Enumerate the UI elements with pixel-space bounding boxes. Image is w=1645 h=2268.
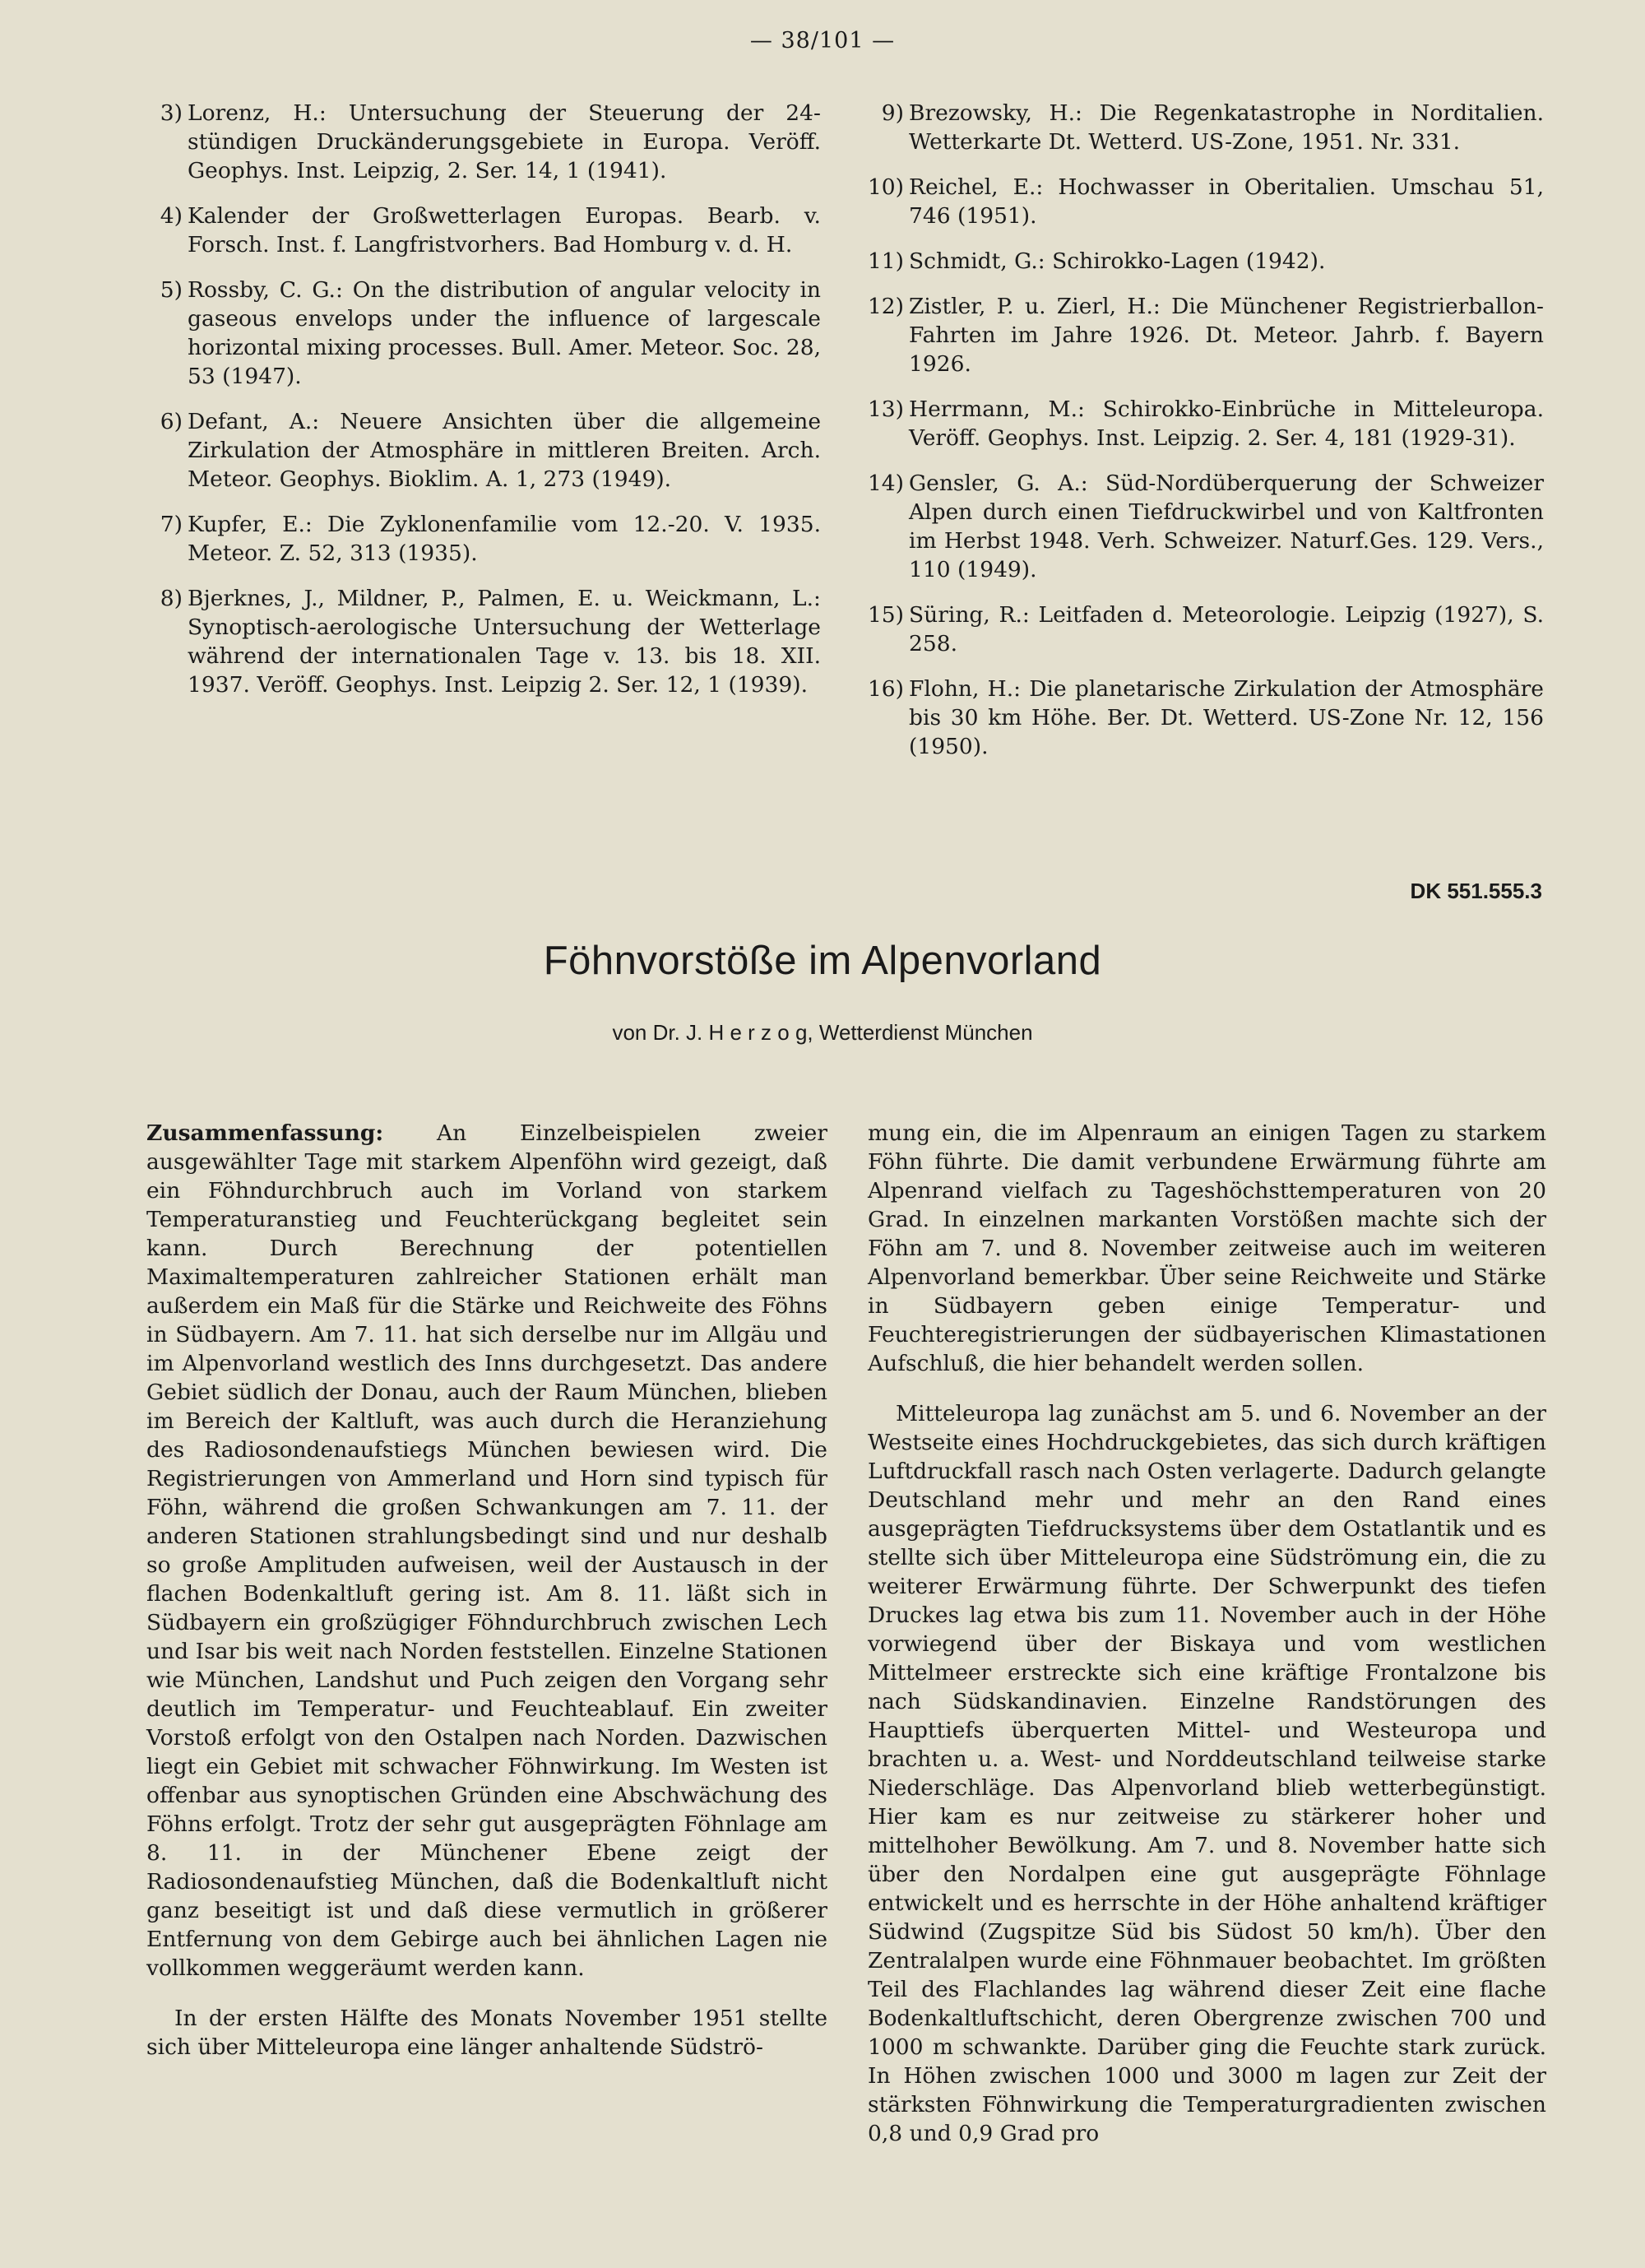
reference-entry bbox=[138, 584, 821, 699]
page-number: — 38/101 — bbox=[749, 28, 896, 53]
reference-number: 8) bbox=[160, 586, 183, 611]
reference-entry bbox=[860, 469, 1544, 584]
author-byline: von Dr. J. H e r z o g, Wetterdienst München bbox=[612, 1020, 1033, 1045]
reference-entry bbox=[138, 510, 821, 568]
reference-text: Defant, A.: Neuere Ansichten über die allgemeine Zirkulation der Atmosphäre in mittleren Breiten. Arch. Meteor. Geophys. Bioklim. A. 1, 273 (1949). bbox=[188, 409, 821, 492]
reference-entry bbox=[138, 407, 821, 494]
reference-number: 6) bbox=[160, 409, 183, 434]
reference-text: Brezowsky, H.: Die Regenkatastrophe in Norditalien. Wetterkarte Dt. Wetterd. US-Zone, 1951. Nr. 331. bbox=[909, 100, 1544, 155]
reference-entry bbox=[860, 247, 1544, 276]
reference-entry bbox=[138, 202, 821, 259]
article-right-column bbox=[868, 1119, 1546, 2169]
reference-number: 4) bbox=[160, 203, 183, 229]
reference-text: Kupfer, E.: Die Zyklonenfamilie vom 12.-20. V. 1935. Meteor. Z. 52, 313 (1935). bbox=[188, 512, 821, 566]
reference-number: 13) bbox=[867, 397, 904, 422]
reference-entry bbox=[860, 99, 1544, 156]
body-paragraph: In der ersten Hälfte des Monats November 1951 stellte sich über Mitteleuropa eine länger anhaltende Südströ- bbox=[146, 2006, 827, 2060]
reference-text: Reichel, E.: Hochwasser in Oberitalien. Umschau 51, 746 (1951). bbox=[909, 174, 1544, 229]
reference-number: 16) bbox=[867, 676, 904, 702]
reference-text: Kalender der Großwetterlagen Europas. Bearb. v. Forsch. Inst. f. Langfristvorhers. Bad Homburg v. d. H. bbox=[188, 203, 821, 257]
reference-number: 14) bbox=[867, 471, 904, 496]
reference-number: 11) bbox=[867, 248, 904, 274]
reference-entry bbox=[138, 99, 821, 185]
summary-text: An Einzelbeispielen zweier ausgewählter Tage mit starkem Alpenföhn wird gezeigt, daß ein Föhndurchbruch auch im Vorland von starkem Temperaturanstieg und Feuchterückgang begleitet sein kann. Durch Berechnung der potentiellen Maximaltemperaturen zahlreicher Stationen erhält man außerdem ein Maß für die Stärke und Reichweite des Föhns in Südbayern. Am 7. 11. hat sich derselbe nur im Allgäu und im Alpenvorland westlich des Inns durchgesetzt. Das andere Gebiet südlich der Donau, auch der Raum München, blieben im Bereich der Kaltluft, was auch durch die Heranziehung des Radiosondenaufstiegs München bewiesen wird. Die Registrierungen von Ammerland und Horn sind typisch für Föhn, während die großen Schwankungen am 7. 11. der anderen Stationen strahlungsbedingt sind und nur deshalb so große Amplituden aufweisen, weil der Austausch in der flachen Bodenkaltluft gering ist. Am 8. 11. läßt sich in Südbayern ein großzügiger Föhndurchbruch zwischen Lech und Isar bis weit nach Norden feststellen. Einzelne Stationen wie München, Landshut und Puch zeigen den Vorgang sehr deutlich im Temperatur- und Feuchteablauf. Ein zweiter Vorstoß erfolgt von den Ostalpen nach Norden. Dazwischen liegt ein Gebiet mit schwacher Föhnwirkung. Im Westen ist offenbar aus synoptischen Gründen eine Abschwächung des Föhns erfolgt. Trotz der sehr gut ausgeprägten Föhnlage am 8. 11. in der Münchener Ebene zeigt der Radiosondenaufstieg München, daß die Bodenkaltluft nicht ganz beseitigt ist und daß diese vermutlich in größerer Entfernung von dem Gebirge auch bei ähnlichen Lagen nie vollkommen weggeräumt werden kann. bbox=[146, 1120, 827, 1981]
classification-code: DK 551.555.3 bbox=[1410, 879, 1542, 903]
reference-number: 12) bbox=[867, 294, 904, 319]
references-right-column bbox=[860, 99, 1544, 777]
reference-text: Bjerknes, J., Mildner, P., Palmen, E. u. Weickmann, L.: Synoptisch-aerologische Untersuchung der Wetterlage während der internationalen Tage v. 13. bis 18. XII. 1937. Veröff. Geophys. Inst. Leipzig 2. Ser. 12, 1 (1939). bbox=[188, 586, 821, 698]
reference-text: Schmidt, G.: Schirokko-Lagen (1942). bbox=[909, 248, 1326, 274]
reference-number: 15) bbox=[867, 602, 904, 628]
reference-entry bbox=[860, 292, 1544, 378]
reference-entry bbox=[860, 173, 1544, 230]
reference-entry bbox=[860, 395, 1544, 452]
reference-number: 7) bbox=[160, 512, 183, 537]
reference-number: 9) bbox=[881, 100, 904, 126]
reference-text: Herrmann, M.: Schirokko-Einbrüche in Mitteleuropa. Veröff. Geophys. Inst. Leipzig. 2. Ser. 4, 181 (1929-31). bbox=[909, 397, 1544, 451]
article-title: Föhnvorstöße im Alpenvorland bbox=[543, 939, 1102, 983]
reference-text: Flohn, H.: Die planetarische Zirkulation der Atmosphäre bis 30 km Höhe. Ber. Dt. Wetterd. US-Zone Nr. 12, 156 (1950). bbox=[909, 676, 1544, 759]
summary-paragraph bbox=[146, 1119, 827, 1983]
reference-entry bbox=[860, 675, 1544, 761]
article-left-column bbox=[146, 1119, 827, 2083]
reference-number: 10) bbox=[867, 174, 904, 200]
reference-text: Lorenz, H.: Untersuchung der Steuerung der 24-stündigen Druckänderungsgebiete in Europa. Veröff. Geophys. Inst. Leipzig, 2. Ser. 14, 1 (1941). bbox=[188, 100, 821, 183]
reference-entry bbox=[860, 601, 1544, 658]
summary-label: Zusammenfassung: bbox=[146, 1120, 384, 1146]
reference-number: 5) bbox=[160, 277, 183, 303]
reference-text: Zistler, P. u. Zierl, H.: Die Münchener Registrierballon-Fahrten im Jahre 1926. Dt. Meteor. Jahrb. f. Bayern 1926. bbox=[909, 294, 1544, 377]
reference-text: Gensler, G. A.: Süd-Nordüberquerung der Schweizer Alpen durch einen Tiefdruckwirbel und von Kaltfronten im Herbst 1948. Verh. Schweizer. Naturf.Ges. 129. Vers., 110 (1949). bbox=[909, 471, 1544, 582]
reference-text: Süring, R.: Leitfaden d. Meteorologie. Leipzig (1927), S. 258. bbox=[909, 602, 1544, 656]
body-paragraph: mung ein, die im Alpenraum an einigen Tagen zu starkem Föhn führte. Die damit verbundene Erwärmung führte am Alpenrand vielfach zu Tageshöchsttemperaturen von 20 Grad. In einzelnen markanten Vorstößen machte sich der Föhn am 7. und 8. November zeitweise auch im weiteren Alpenvorland bemerkbar. Über seine Reichweite und Stärke in Südbayern geben einige Temperatur- und Feuchteregistrierungen der südbayerischen Klimastationen Aufschluß, die hier behandelt werden sollen. bbox=[868, 1120, 1546, 1376]
body-paragraph: Mitteleuropa lag zunächst am 5. und 6. November an der Westseite eines Hochdruckgebietes, das sich durch kräftigen Luftdruckfall rasch nach Osten verlagerte. Dadurch gelangte Deutschland mehr und mehr an den Rand eines ausgeprägten Tiefdrucksystems über dem Ostatlantik und es stellte sich über Mitteleuropa eine Südströmung ein, die zu weiterer Erwärmung führte. Der Schwerpunkt des tiefen Druckes lag etwa bis zum 11. November auch in der Höhe vorwiegend über der Biskaya und vom westlichen Mittelmeer erstreckte sich eine kräftige Frontalzone bis nach Südskandinavien. Einzelne Randstörungen des Haupttiefs überquerten Mittel- und Westeuropa und brachten u. a. West- und Norddeutschland teilweise starke Niederschläge. Das Alpenvorland blieb wetterbegünstigt. Hier kam es nur zeitweise zu stärkerer hoher und mittelhoher Bewölkung. Am 7. und 8. November hatte sich über den Nordalpen eine gut ausgeprägte Föhnlage entwickelt und es herrschte in der Höhe anhaltend kräftiger Südwind (Zugspitze Süd bis Südost 50 km/h). Über den Zentralalpen wurde eine Föhnmauer beobachtet. Im größten Teil des Flachlandes lag während dieser Zeit eine flache Bodenkaltluftschicht, deren Obergrenze zwischen 700 und 1000 m schwankte. Darüber ging die Feuchte stark zurück. In Höhen zwischen 1000 und 3000 m lagen zur Zeit der stärksten Föhnwirkung die Temperaturgradienten zwischen 0,8 und 0,9 Grad pro bbox=[868, 1401, 1546, 2146]
reference-number: 3) bbox=[160, 100, 183, 126]
reference-entry bbox=[138, 276, 821, 391]
reference-text: Rossby, C. G.: On the distribution of angular velocity in gaseous envelops under the influence of largescale horizontal mixing processes. Bull. Amer. Meteor. Soc. 28, 53 (1947). bbox=[188, 277, 821, 389]
references-left-column bbox=[138, 99, 821, 716]
